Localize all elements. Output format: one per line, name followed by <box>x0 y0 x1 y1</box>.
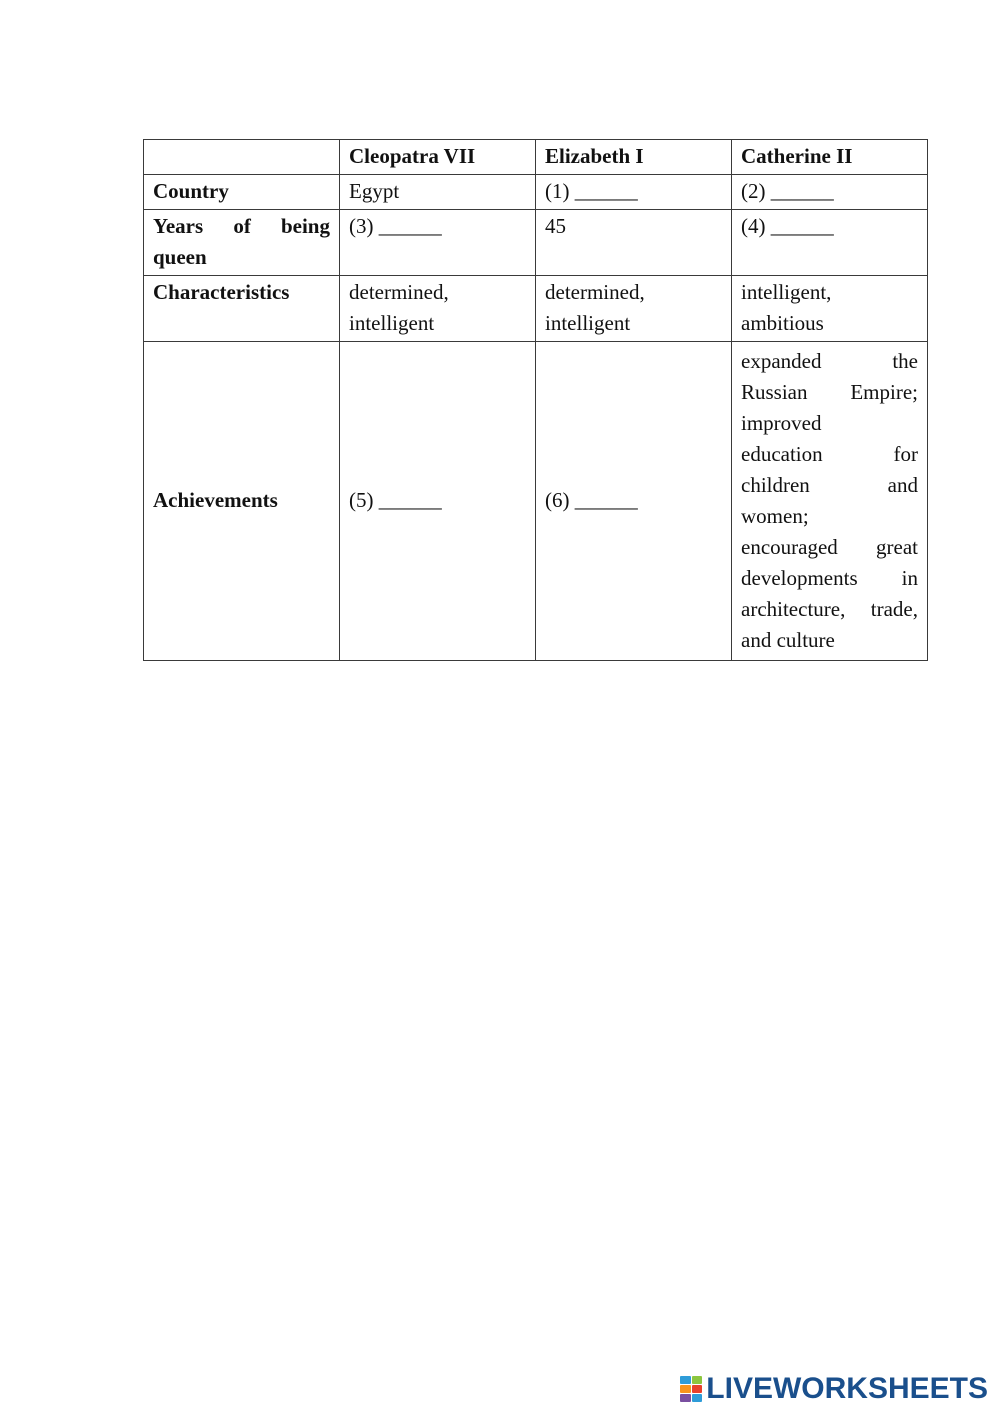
years-cleopatra-blank[interactable]: (3) ______ <box>340 210 536 276</box>
logo-square <box>680 1385 691 1393</box>
characteristics-cleopatra-line1: determined, <box>349 280 449 304</box>
achievement-line: Russian Empire; <box>741 380 918 404</box>
logo-square <box>680 1376 691 1384</box>
header-elizabeth: Elizabeth I <box>536 140 732 175</box>
header-empty-cell <box>144 140 340 175</box>
achievement-line: expanded the <box>741 349 918 373</box>
achievements-catherine <box>732 342 928 661</box>
achievements-row <box>144 342 928 661</box>
achievements-label: Achievements <box>144 342 340 661</box>
achievement-line: developments in <box>741 566 918 590</box>
logo-square <box>680 1394 691 1402</box>
characteristics-catherine-line2: ambitious <box>741 311 824 335</box>
header-cleopatra: Cleopatra VII <box>340 140 536 175</box>
characteristics-label: Characteristics <box>144 276 340 342</box>
years-label-line2: queen <box>153 245 207 269</box>
characteristics-row <box>144 276 928 342</box>
achievements-cleopatra-blank[interactable]: (5) ______ <box>340 342 536 661</box>
years-row <box>144 210 928 276</box>
characteristics-elizabeth-line2: intelligent <box>545 311 631 335</box>
achievement-line: improved <box>741 411 822 435</box>
country-catherine-blank[interactable]: (2) ______ <box>732 175 928 210</box>
characteristics-elizabeth <box>536 276 732 342</box>
header-catherine: Catherine II <box>732 140 928 175</box>
characteristics-cleopatra-line2: intelligent <box>349 311 435 335</box>
comparison-table <box>143 139 928 661</box>
years-label <box>144 210 340 276</box>
characteristics-cleopatra <box>340 276 536 342</box>
achievement-line: architecture, trade, <box>741 597 918 621</box>
country-cleopatra: Egypt <box>340 175 536 210</box>
country-label: Country <box>144 175 340 210</box>
achievement-line: and culture <box>741 628 835 652</box>
characteristics-catherine-line1: intelligent, <box>741 280 832 304</box>
logo-square <box>692 1394 703 1402</box>
years-elizabeth: 45 <box>536 210 732 276</box>
liveworksheets-watermark <box>680 1372 988 1406</box>
achievement-line: encouraged great <box>741 535 918 559</box>
achievement-line: women; <box>741 504 809 528</box>
logo-square <box>692 1385 703 1393</box>
country-row <box>144 175 928 210</box>
header-row <box>144 140 928 175</box>
liveworksheets-logo-icon <box>680 1376 702 1402</box>
liveworksheets-wordmark: LIVEWORKSHEETS <box>706 1372 988 1405</box>
characteristics-elizabeth-line1: determined, <box>545 280 645 304</box>
achievement-line: education for <box>741 442 918 466</box>
achievement-line: children and <box>741 473 918 497</box>
years-catherine-blank[interactable]: (4) ______ <box>732 210 928 276</box>
logo-square <box>692 1376 703 1384</box>
achievements-elizabeth-blank[interactable]: (6) ______ <box>536 342 732 661</box>
country-elizabeth-blank[interactable]: (1) ______ <box>536 175 732 210</box>
years-label-line1: Years of being <box>153 214 330 238</box>
characteristics-catherine <box>732 276 928 342</box>
